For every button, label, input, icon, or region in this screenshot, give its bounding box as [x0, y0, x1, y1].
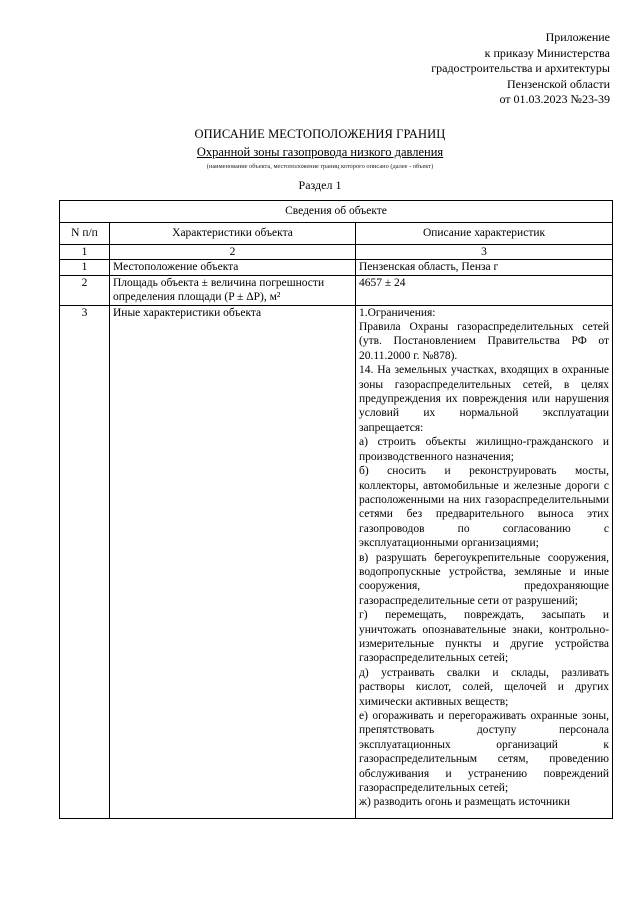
table-row [60, 275, 613, 305]
appendix-line: к приказу Министерства [484, 45, 610, 60]
appendix-line: Приложение [545, 30, 610, 44]
table-header-row [60, 223, 613, 245]
row-number: 2 [60, 275, 110, 305]
appendix-block [431, 30, 610, 108]
description-paragraph: г) перемещать, повреждать, засыпать и уничтожать опознавательные знаки, контрольно-измерительные пункты и другие устройства газораспределительных сетей; [359, 609, 610, 665]
column-header: Описание характеристик [356, 223, 613, 245]
column-number: 3 [356, 245, 613, 260]
column-header: Характеристики объекта [110, 223, 356, 245]
description-paragraph: 14. На земельных участках, входящих в охранные зоны газораспределительных сетей, в целях предупреждения их повреждения или нарушения условий их нормальной эксплуатации запрещается: [359, 364, 610, 434]
appendix-line: от 01.03.2023 №23-39 [499, 92, 610, 107]
row-description: Пензенская область, Пенза г [356, 260, 613, 275]
column-number: 2 [110, 245, 356, 260]
row-characteristic: Площадь объекта ± величина погрешности определения площади (P ± ΔP), м² [110, 275, 356, 305]
row-characteristic: Местоположение объекта [110, 260, 356, 275]
object-name-note: (наименование объекта, местоположение границ которого описано (далее - объект) [206, 163, 434, 170]
description-paragraph: Правила Охраны газораспределительных сетей (утв. Постановлением Правительства РФ от 20.11.2000 г. №878). [359, 321, 610, 362]
column-header: N п/п [60, 223, 110, 245]
description-paragraph: в) разрушать берегоукрепительные сооружения, водопропускные устройства, земляные и иные сооружения, предохраняющие газораспределительные сети от разрушений; [359, 551, 610, 607]
description-paragraph: ж) разводить огонь и размещать источники [359, 796, 571, 809]
appendix-line: градостроительства и архитектуры [431, 61, 610, 76]
row-description: 4657 ± 24 [356, 275, 613, 305]
table-row [60, 260, 613, 275]
description-paragraph: а) строить объекты жилищно-гражданского и производственного назначения; [359, 436, 610, 463]
row-number: 3 [60, 305, 110, 818]
row-number: 1 [60, 260, 110, 275]
description-paragraph: б) сносить и реконструировать мосты, коллекторы, автомобильные и железные дороги с расположенными на них газораспределительными сетями без предварительного выноса этих газопроводов по согласованию с эксплуатационными организациями; [359, 465, 610, 550]
object-name: Охранной зоны газопровода низкого давления [196, 145, 444, 159]
description-paragraph: 1.Ограничения: [359, 306, 436, 319]
description-paragraph: е) огораживать и перегораживать охранные зоны, препятствовать доступу персонала эксплуатационных организаций к газораспределительным сетям, проведению обслуживания и устранению повреждений газораспределительных сетей; [359, 710, 610, 795]
row-characteristic: Иные характеристики объекта [110, 305, 356, 818]
appendix-line: Пензенской области [507, 76, 610, 91]
description-paragraph: д) устраивать свалки и склады, разливать растворы кислот, солей, щелочей и других химически активных веществ; [359, 666, 610, 708]
object-info-table [59, 200, 613, 819]
column-number: 1 [60, 245, 110, 260]
column-number-row [60, 245, 613, 260]
table-row [60, 305, 613, 818]
row-description [356, 305, 613, 818]
document-title: ОПИСАНИЕ МЕСТОПОЛОЖЕНИЯ ГРАНИЦ [194, 127, 446, 141]
section-title: Раздел 1 [298, 178, 342, 192]
table-caption: Сведения об объекте [60, 201, 613, 223]
